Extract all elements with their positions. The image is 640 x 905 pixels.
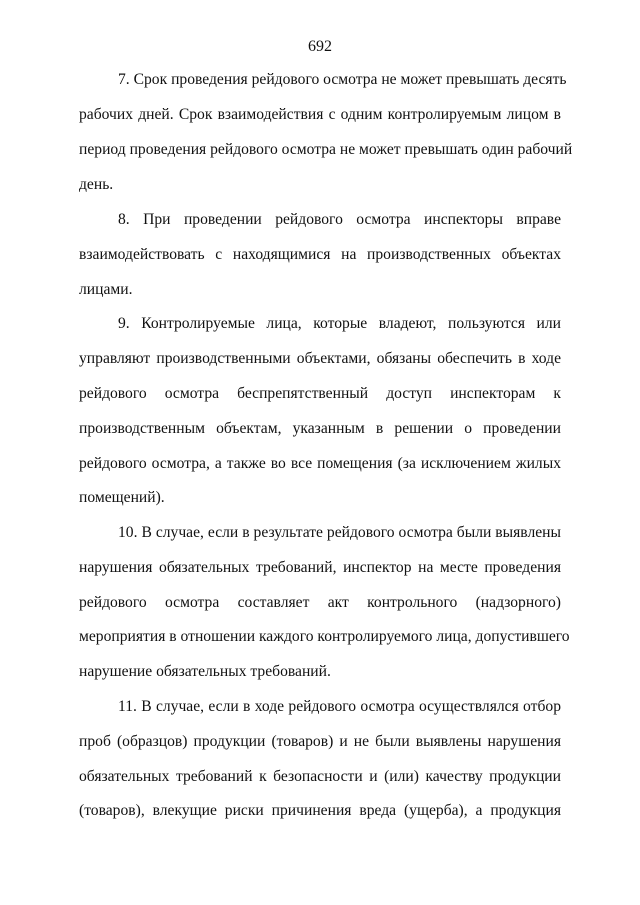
paragraph-8-line-1: 8. При проведении рейдового осмотра инспекторы вправе: [118, 211, 561, 228]
paragraph-10-line-1: 10. В случае, если в результате рейдового осмотра были выявлены: [118, 524, 561, 541]
paragraph-11-line-1: 11. В случае, если в ходе рейдового осмотра осуществлялся отбор: [118, 698, 561, 715]
paragraph-9-line-6: помещений).: [79, 489, 165, 506]
paragraph-7-line-3: период проведения рейдового осмотра не может превышать один рабочий: [79, 141, 573, 158]
paragraph-8-line-2: взаимодействовать с находящимися на производственных объектах: [79, 246, 561, 263]
paragraph-11-line-3: обязательных требований к безопасности и (или) качеству продукции: [79, 768, 561, 785]
paragraph-10-line-2: нарушения обязательных требований, инспектор на месте проведения: [79, 559, 561, 576]
paragraph-10-line-4: мероприятия в отношении каждого контролируемого лица, допустившего: [79, 628, 570, 645]
paragraph-7-line-1: 7. Срок проведения рейдового осмотра не может превышать десять: [118, 71, 567, 88]
paragraph-7-line-4: день.: [79, 176, 114, 193]
paragraph-9-line-5: рейдового осмотра, а также во все помещения (за исключением жилых: [79, 455, 561, 472]
paragraph-9-line-2: управляют производственными объектами, обязаны обеспечить в ходе: [79, 350, 561, 367]
paragraph-10-line-3: рейдового осмотра составляет акт контрольного (надзорного): [79, 594, 561, 611]
paragraph-10-line-5: нарушение обязательных требований.: [79, 663, 331, 680]
page-number: 692: [308, 38, 332, 55]
paragraph-8-line-3: лицами.: [79, 281, 133, 298]
paragraph-9-line-4: производственным объектам, указанным в решении о проведении: [79, 420, 561, 437]
paragraph-9-line-1: 9. Контролируемые лица, которые владеют, пользуются или: [118, 315, 561, 332]
paragraph-11-line-2: проб (образцов) продукции (товаров) и не были выявлены нарушения: [79, 733, 561, 750]
paragraph-11-line-4: (товаров), влекущие риски причинения вреда (ущерба), а продукция: [79, 802, 561, 819]
paragraph-7-line-2: рабочих дней. Срок взаимодействия с одним контролируемым лицом в: [79, 106, 561, 123]
paragraph-9-line-3: рейдового осмотра беспрепятственный доступ инспекторам к: [79, 385, 561, 402]
